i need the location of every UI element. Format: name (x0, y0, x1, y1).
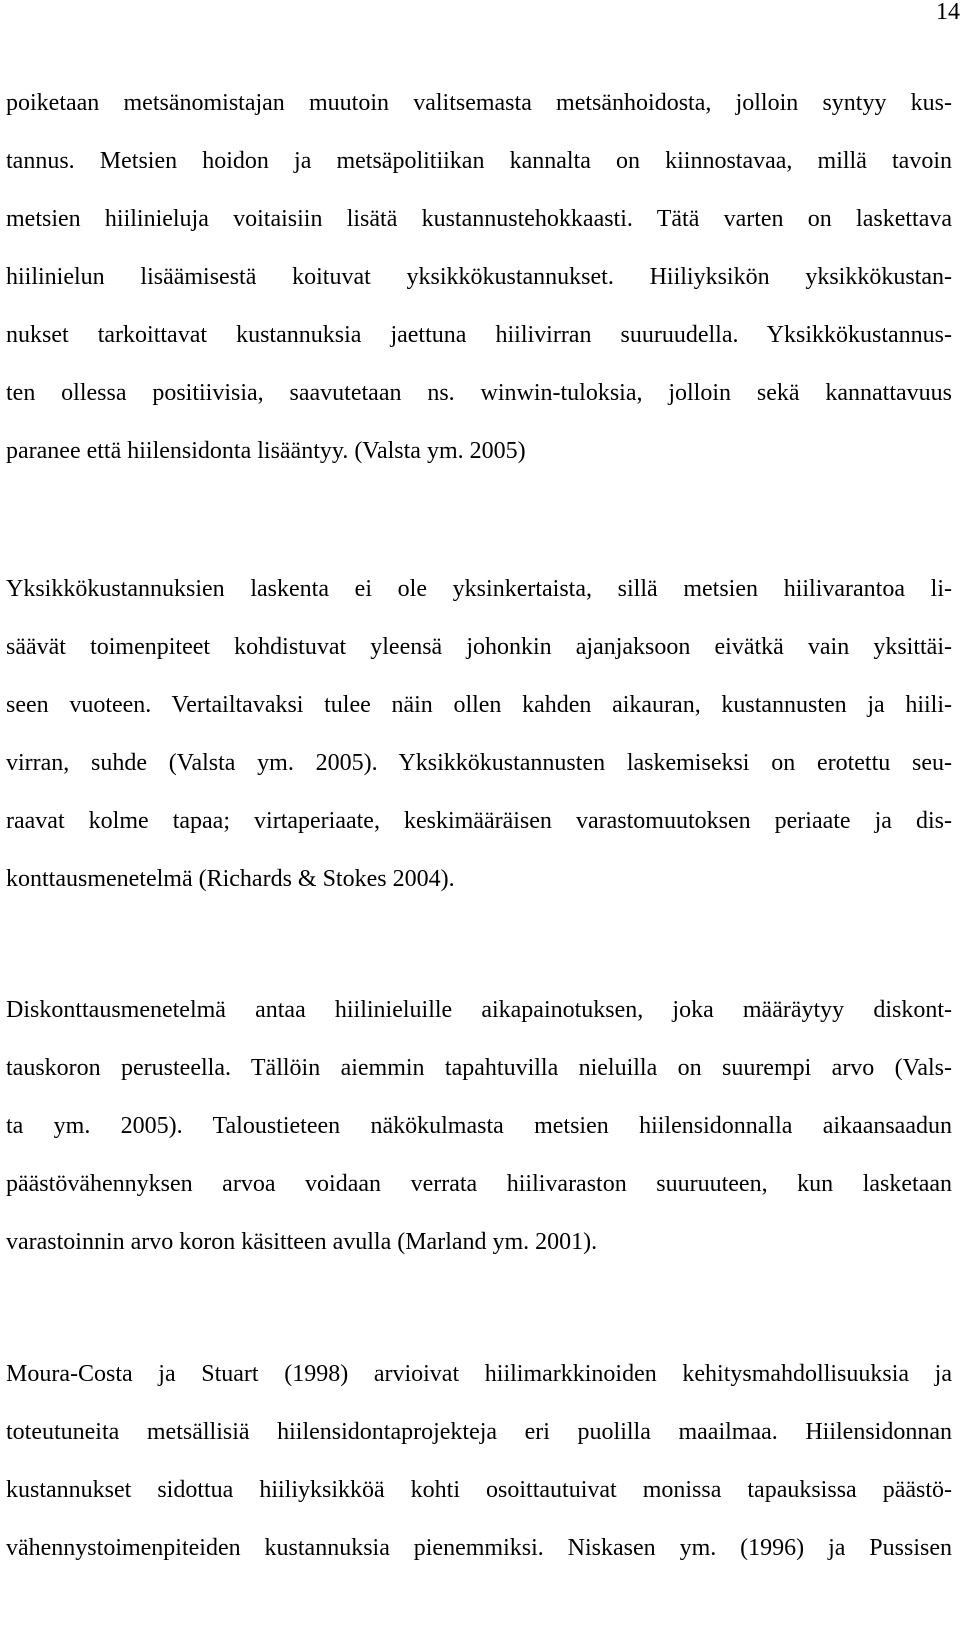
paragraph-2 (6, 560, 952, 908)
text-line: nukset tarkoittavat kustannuksia jaettuna hiilivirran suuruudella. Yksikkökustannus- (6, 322, 952, 348)
text-line: paranee että hiilensidonta lisääntyy. (Valsta ym. 2005) (6, 438, 526, 464)
text-line: säävät toimenpiteet kohdistuvat yleensä johonkin ajanjaksoon eivätkä vain yksittäi- (6, 634, 952, 660)
text-line: ten ollessa positiivisia, saavutetaan ns. winwin-tuloksia, jolloin sekä kannattavuus (6, 380, 952, 406)
text-line: tannus. Metsien hoidon ja metsäpolitiikan kannalta on kiinnostavaa, millä tavoin (6, 148, 952, 174)
text-line: poiketaan metsänomistajan muutoin valitsemasta metsänhoidosta, jolloin syntyy kus- (6, 90, 952, 116)
text-line: toteutuneita metsällisiä hiilensidontaprojekteja eri puolilla maailmaa. Hiilensidonnan (6, 1419, 952, 1445)
page-number: 14 (936, 0, 960, 25)
paragraph-1 (6, 74, 952, 480)
text-line: Diskonttausmenetelmä antaa hiilinieluille aikapainotuksen, joka määräytyy diskont- (6, 997, 952, 1023)
paragraph-4 (6, 1345, 952, 1577)
text-line: Moura-Costa ja Stuart (1998) arvioivat hiilimarkkinoiden kehitysmahdollisuuksia ja (6, 1361, 952, 1387)
text-line: Yksikkökustannuksien laskenta ei ole yksinkertaista, sillä metsien hiilivarantoa li- (6, 576, 952, 602)
text-line: seen vuoteen. Vertailtavaksi tulee näin ollen kahden aikauran, kustannusten ja hiili- (6, 692, 952, 718)
text-line: päästövähennyksen arvoa voidaan verrata hiilivaraston suuruuteen, kun lasketaan (6, 1171, 952, 1197)
text-line: hiilinielun lisäämisestä koituvat yksikkökustannukset. Hiiliyksikön yksikkökustan- (6, 264, 952, 290)
text-line: kustannukset sidottua hiiliyksikköä kohti osoittautuivat monissa tapauksissa päästö- (6, 1477, 952, 1503)
text-line: varastoinnin arvo koron käsitteen avulla (Marland ym. 2001). (6, 1229, 598, 1255)
paragraph-3 (6, 981, 952, 1271)
text-line: tauskoron perusteella. Tällöin aiemmin tapahtuvilla nieluilla on suurempi arvo (Vals- (6, 1055, 952, 1081)
text-line: raavat kolme tapaa; virtaperiaate, keskimääräisen varastomuutoksen periaate ja dis- (6, 808, 952, 834)
text-line: metsien hiilinieluja voitaisiin lisätä kustannustehokkaasti. Tätä varten on laskettava (6, 206, 952, 232)
text-line: ta ym. 2005). Taloustieteen näkökulmasta metsien hiilensidonnalla aikaansaadun (6, 1113, 952, 1139)
text-line: vähennystoimenpiteiden kustannuksia pienemmiksi. Niskasen ym. (1996) ja Pussisen (6, 1535, 952, 1561)
text-line: virran, suhde (Valsta ym. 2005). Yksikkökustannusten laskemiseksi on erotettu seu- (6, 750, 952, 776)
text-line: konttausmenetelmä (Richards & Stokes 2004). (6, 866, 455, 892)
